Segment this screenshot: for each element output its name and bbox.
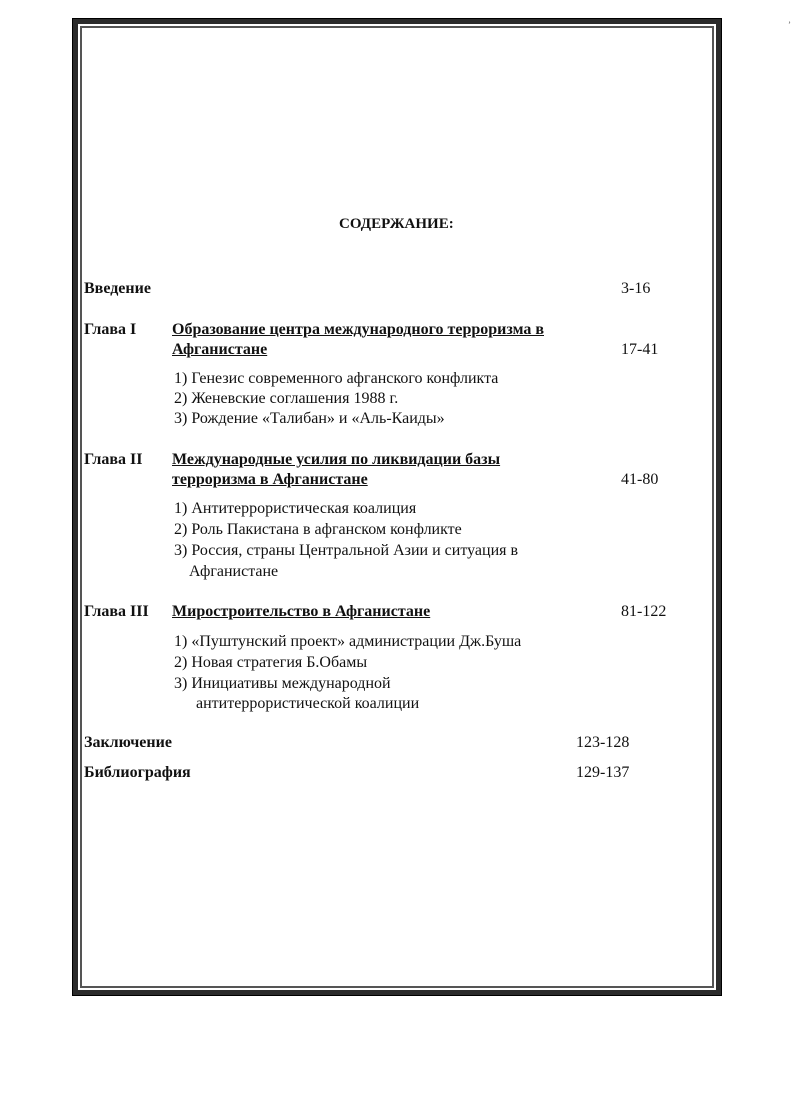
chapter-3-pages: 81-122 (621, 603, 667, 620)
chapter-2-title-line-1: Международные усилия по ликвидации базы (172, 451, 501, 468)
conclusion-pages: 123-128 (576, 734, 630, 751)
chapter-2-title-line-2: терроризма в Афганистане (172, 471, 368, 488)
chapter-1-section-2: 2) Женевские соглашения 1988 г. (174, 390, 399, 407)
bibliography-pages: 129-137 (576, 764, 630, 781)
chapter-3-section-2: 2) Новая стратегия Б.Обамы (174, 654, 368, 671)
chapter-2-section-1: 1) Антитеррористическая коалиция (174, 500, 417, 517)
toc-title: СОДЕРЖАНИЕ: (339, 216, 454, 232)
chapter-2-section-3-cont: Афганистане (189, 563, 279, 580)
intro-pages: 3-16 (621, 280, 651, 297)
chapter-2-label: Глава II (84, 451, 143, 468)
chapter-3-section-1: 1) «Пуштунский проект» администрации Дж.Буша (174, 633, 522, 650)
chapter-1-title-line-1: Образование центра международного терроризма в (172, 321, 544, 338)
chapter-1-section-1: 1) Генезис современного афганского конфликта (174, 370, 499, 387)
chapter-2-section-3: 3) Россия, страны Центральной Азии и ситуация в (174, 542, 519, 559)
chapter-1-label: Глава I (84, 321, 137, 338)
chapter-2-pages: 41-80 (621, 471, 659, 488)
chapter-2-section-2: 2) Роль Пакистана в афганском конфликте (174, 521, 462, 538)
bibliography-label: Библиография (84, 764, 191, 781)
intro-label: Введение (84, 280, 151, 297)
chapter-1-pages: 17-41 (621, 341, 659, 358)
chapter-3-title-line-1: Миростроительство в Афганистане (172, 603, 431, 620)
chapter-3-label: Глава III (84, 603, 149, 620)
chapter-3-section-3: 3) Инициативы международной (174, 675, 391, 692)
chapter-1-title-line-2: Афганистане (172, 341, 268, 358)
chapter-1-section-3: 3) Рождение «Талибан» и «Аль-Каиды» (174, 410, 445, 427)
scan-artifact-mark: ’ (788, 20, 791, 30)
conclusion-label: Заключение (84, 734, 172, 751)
chapter-3-section-3-cont: антитеррористической коалиции (196, 695, 420, 712)
